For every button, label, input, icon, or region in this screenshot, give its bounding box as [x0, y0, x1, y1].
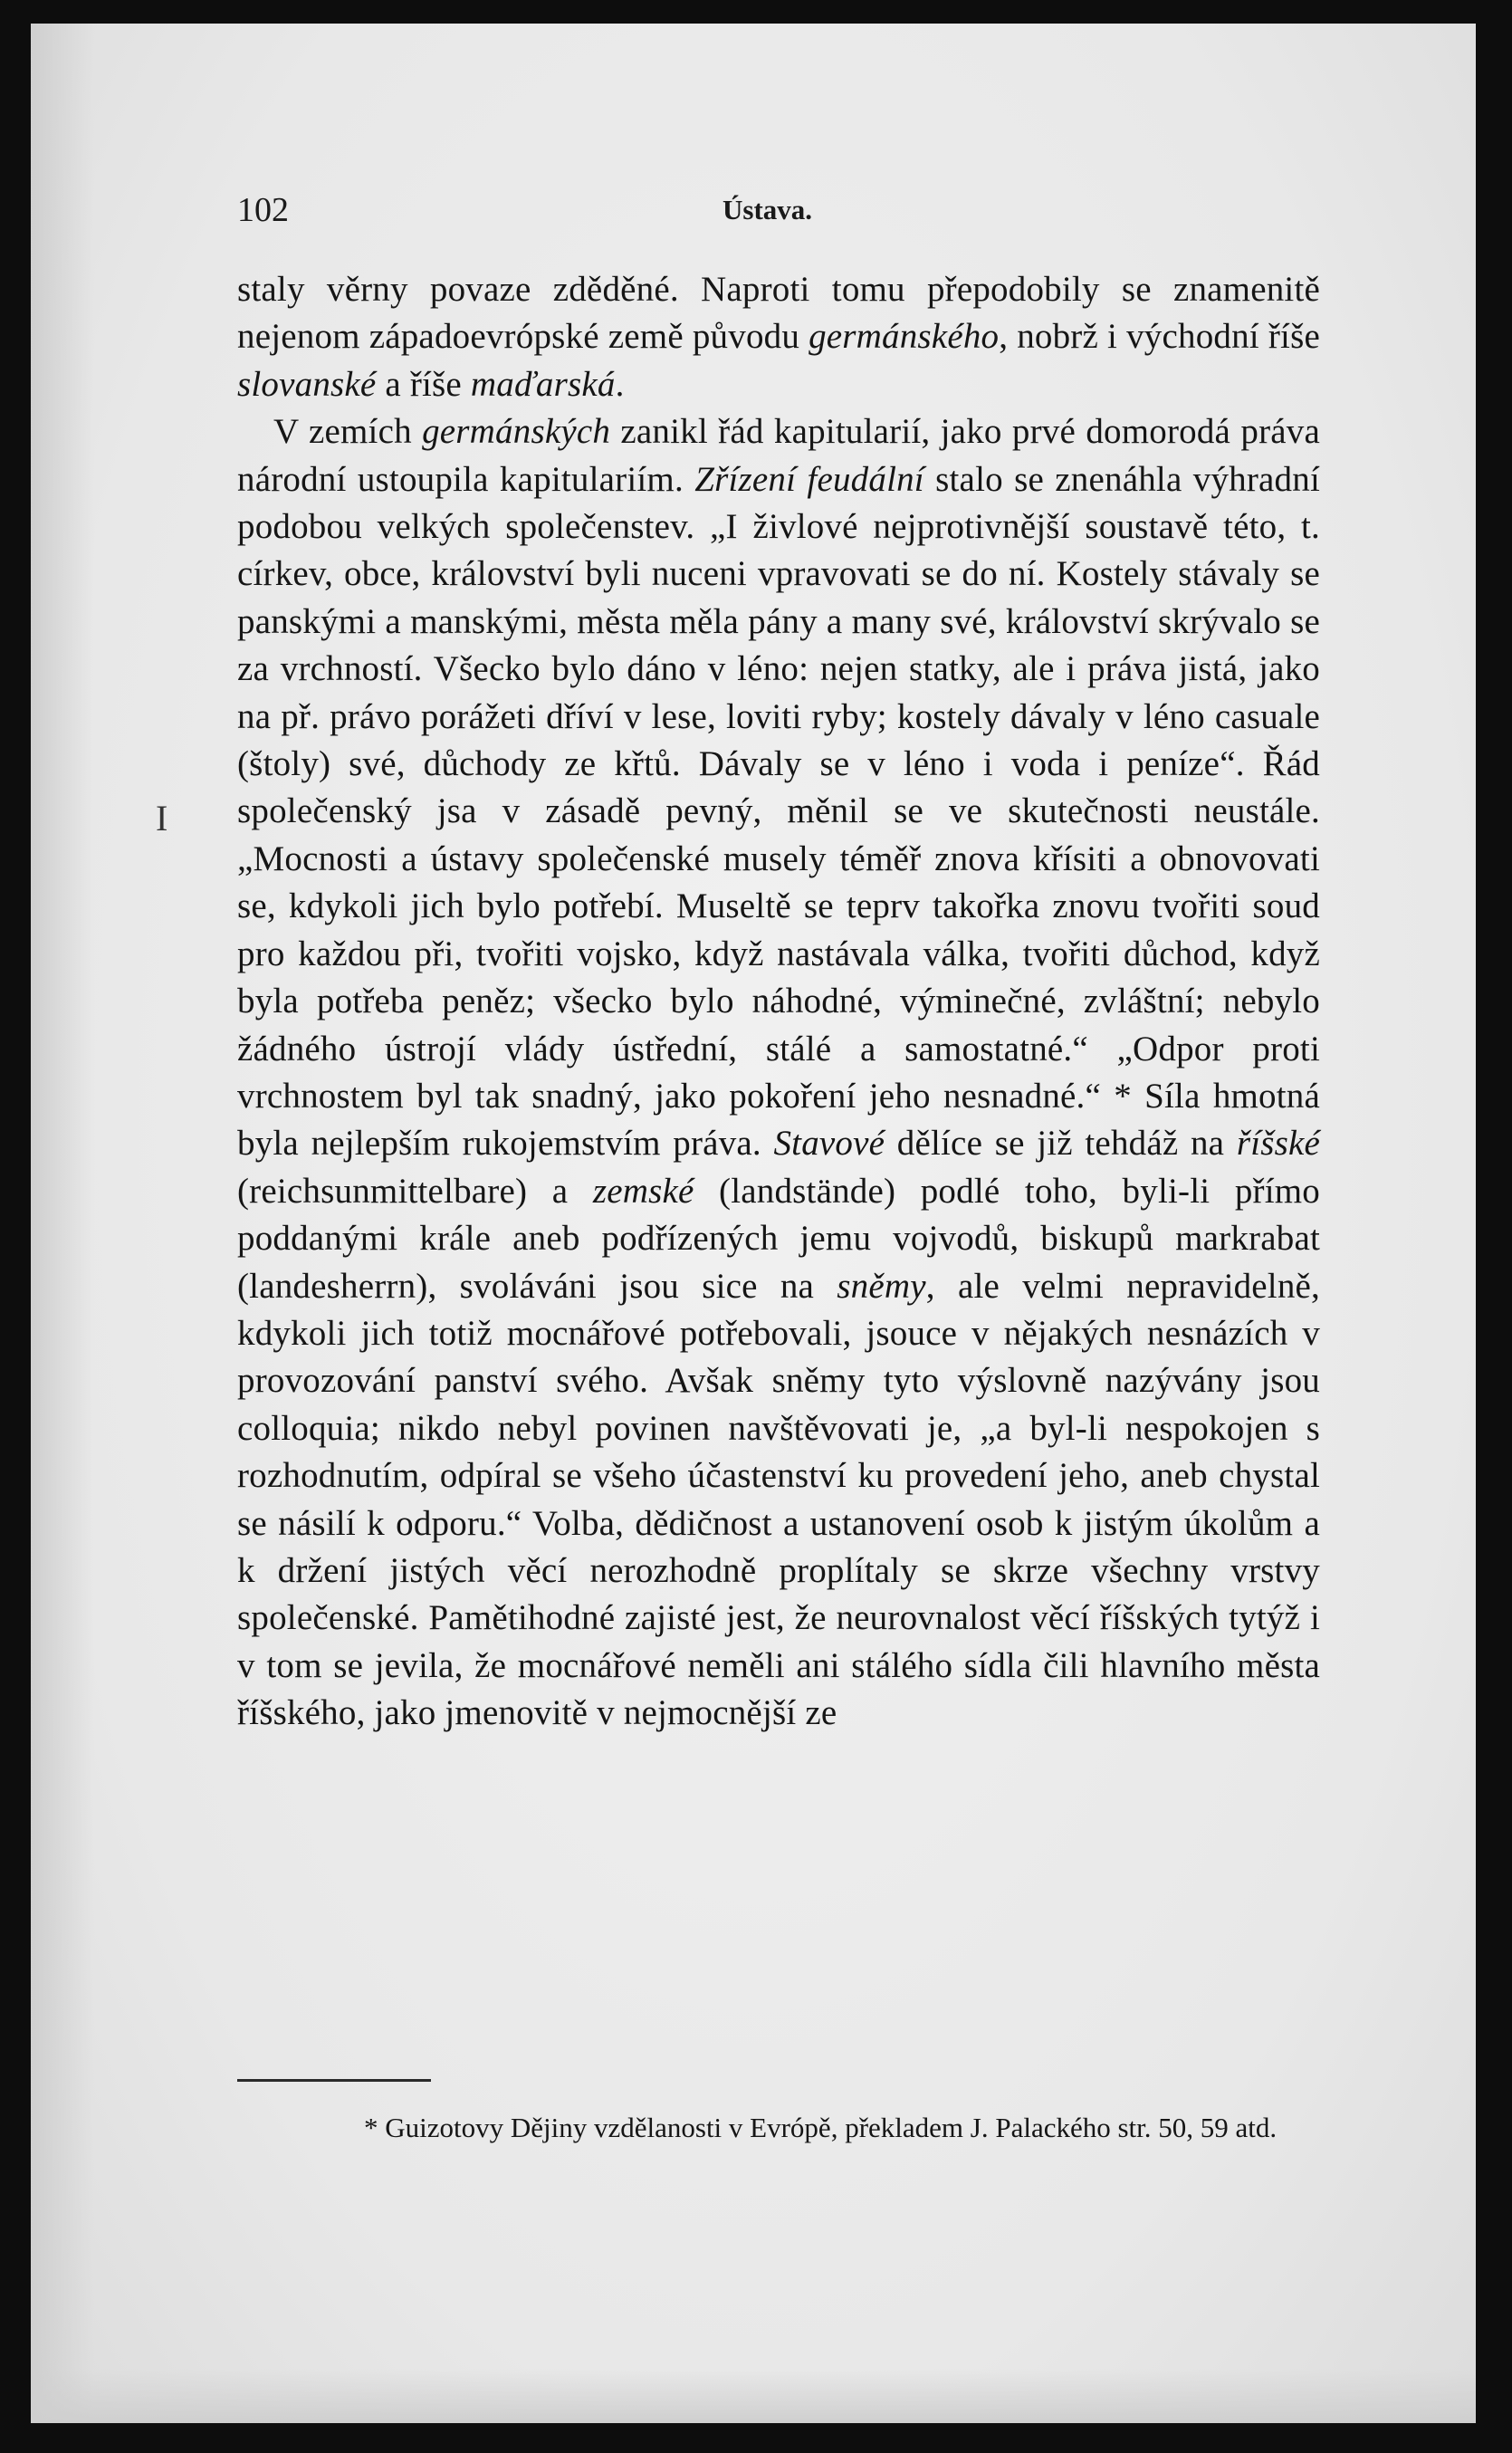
- body-segment: dělíce se již tehdáž na: [885, 1124, 1237, 1164]
- body-italic: říšské: [1236, 1124, 1321, 1164]
- body-segment: a říše: [376, 364, 471, 404]
- body-segment: .: [615, 364, 625, 404]
- body-italic: Zřízení feudální: [694, 459, 924, 499]
- body-italic: sněmy: [837, 1266, 926, 1306]
- body-segment: staly věrny povaze zděděné. Naproti tomu přepodobily se znamenitě nejenom západoevrópské země původu: [237, 270, 1320, 357]
- margin-mark: I: [156, 798, 168, 838]
- body-text: [237, 266, 1320, 1738]
- footnote: [237, 2108, 1320, 2148]
- body-segment: V zemích: [273, 412, 423, 452]
- footnote-rule: [237, 2079, 431, 2082]
- body-segment: (landstände) podlé toho, byli-li přímo poddanými krále aneb podřízených jemu vojvodů, biskupů markrabat (landesherrn), svoláváni jsou sice na: [237, 1171, 1320, 1306]
- running-head: Ústava.: [723, 194, 813, 225]
- body-italic: slovanské: [237, 364, 377, 404]
- body-italic: germánských: [422, 412, 611, 452]
- body-segment: zanikl řád kapitularií, jako prvé domorodá práva národní ustoupila kapitulariím.: [237, 412, 1320, 499]
- body-segment: stalo se znenáhla výhradní podobou velkých společenstev. „I živlové nejprotivnější soustavě této, t. církev, obce, království byli nuceni vpravovati se do ní. Kostely stávaly se panskými a manskými, města měla pány a many své, království skrývalo se za vrchností. Všecko bylo dáno v léno: nejen statky, ale i práva jistá, jako na př. právo porážeti dříví v lese, loviti ryby; kostely dávaly v léno casuale (štoly) své, důchody ze křtů. Dávaly se v léno i voda i peníze“. Řád společenský jsa v zásadě pevný, měnil se ve skutečnosti neustále. „Mocnosti a ústavy společenské musely téměř znova křísiti a obnovovati se, kdykoli jich bylo potřebí. Museltě se teprv takořka znovu tvořiti soud pro každou při, tvořiti vojsko, když nastávala válka, tvořiti důchod, když byla potřeba peněz; všecko bylo náhodné, výminečné, zvláštní; nebylo žádného ústrojí vlády ústřední, stálé a samostatné.“ „Odpor proti vrchnostem byl tak snadný, jako pokoření jeho nesnadné.“ * Síla hmotná byla nejlepším rukojemstvím práva.: [237, 459, 1320, 1164]
- page-shadow-left: [31, 24, 94, 2423]
- body-italic: zemské: [592, 1171, 694, 1211]
- page-shadow-bottom: [31, 2369, 1476, 2423]
- page-header: [237, 190, 1320, 235]
- body-segment: , ale velmi nepravidelně, kdykoli jich totiž mocnářové potřebovali, jsouce v nějakých nesnázích v provozování panství svého. Avšak sněmy tyto výslovně nazývány jsou colloquia; nikdo nebyl povinen navštěvovati je, „a byl-li nespokojen s rozhodnutím, odpíral se všeho účastenství ku provedení jeho, aneb chystal se násilí k odporu.“ Volba, dědičnost a ustanovení osob k jistým úkolům a k držení jistých věcí nerozhodně proplítaly se skrze všechny vrstvy společenské. Pamětihodné zajisté jest, že neurovnalost věcí říšských tytýž i v tom se jevila, že mocnářové neměli ani stálého sídla čili hlavního města říšského, jakо jmenovitě v nejmocnější ze: [237, 1266, 1321, 1733]
- body-italic: maďarská: [470, 364, 616, 404]
- body-italic: Stavové: [773, 1124, 885, 1164]
- page-number: 102: [237, 191, 289, 229]
- footnote-text: * Guizotovy Dějiny vzdělanosti v Evrópě, překladem J. Palackého str. 50, 59 atd.: [364, 2112, 1278, 2143]
- body-segment: , nobrž i východní říše: [999, 317, 1320, 357]
- body-segment: (reichsunmittelbare) a: [237, 1171, 593, 1211]
- body-italic: germánského: [809, 317, 1000, 357]
